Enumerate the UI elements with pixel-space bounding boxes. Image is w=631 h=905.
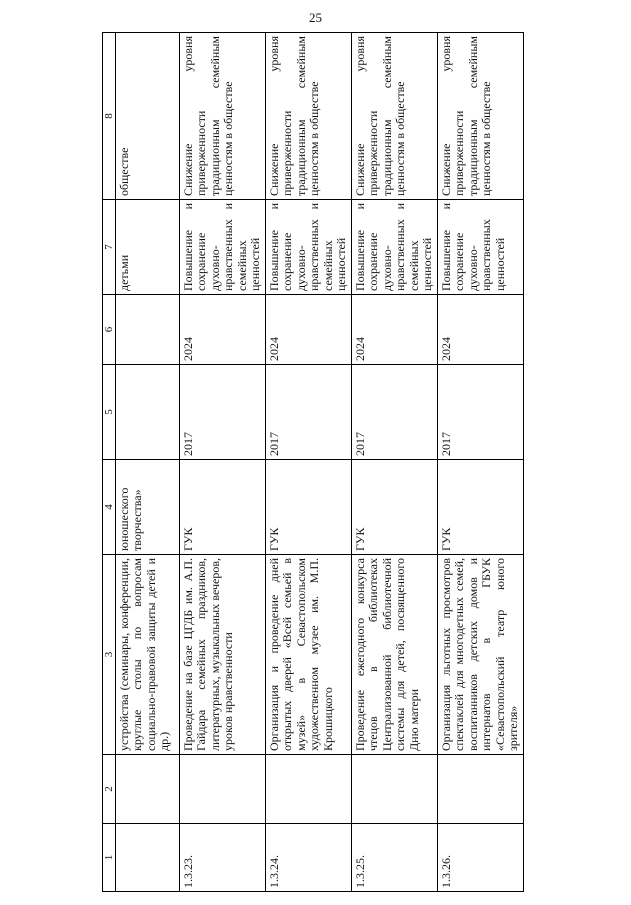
- measure-description: Проведение на базе ЦГДБ им. А.П. Гайдара семейных праздников, литературных, музыкальных вечеров, уроков нравственности: [180, 555, 266, 755]
- expected-result: Повышение и сохранение духовно-нравственных и семейных ценностей: [352, 200, 438, 295]
- start-year: 2017: [438, 365, 524, 460]
- row-number: 1.3.24.: [266, 824, 352, 892]
- executor: ГУК: [352, 460, 438, 555]
- table-row: [180, 33, 266, 892]
- row-number: [116, 824, 180, 892]
- executor: юношеского творчества»: [116, 460, 180, 555]
- measure-description: Организация и проведение дней открытых дверей «Всей семьей в музей» в Севастопольском художественном музее им. М.П. Крошицкого: [266, 555, 352, 755]
- header-cell-2: 2: [103, 755, 116, 824]
- expected-result: Повышение и сохранение духовно-нравственных и семейных ценностей: [180, 200, 266, 295]
- header-cell-8: 8: [103, 33, 116, 200]
- page-number: 25: [309, 10, 322, 25]
- consequences: Снижение уровня приверженности традиционным семейным ценностям в обществе: [352, 33, 438, 200]
- measure-description: Проведение ежегодного конкурса чтецов в библиотеках Централизованной библиотечной системы для детей, посвященного Дню матери: [352, 555, 438, 755]
- start-year: 2017: [266, 365, 352, 460]
- executor: ГУК: [266, 460, 352, 555]
- measures-table: [102, 32, 524, 892]
- table-header-row: [103, 33, 116, 892]
- empty-cell: [352, 755, 438, 824]
- start-year: 2017: [180, 365, 266, 460]
- header-cell-5: 5: [103, 365, 116, 460]
- executor: ГУК: [438, 460, 524, 555]
- consequences: Снижение уровня приверженности традиционным семейным ценностям в обществе: [266, 33, 352, 200]
- measure-description: Организация льготных просмотров спектаклей для многодетных семей, воспитанников детских домов и интернатов в ГБУК «Севастопольский театр юного зрителя»: [438, 555, 524, 755]
- header-cell-6: 6: [103, 295, 116, 365]
- end-year: [116, 295, 180, 365]
- expected-result: Повышение и сохранение духовно-нравственных и семейных ценностей: [266, 200, 352, 295]
- end-year: 2024: [438, 295, 524, 365]
- end-year: 2024: [352, 295, 438, 365]
- start-year: 2017: [352, 365, 438, 460]
- expected-result: Повышение и сохранение духовно-нравственных ценностей: [438, 200, 524, 295]
- row-number: 1.3.23.: [180, 824, 266, 892]
- end-year: 2024: [180, 295, 266, 365]
- consequences: Снижение уровня приверженности традиционным семейным ценностям в обществе: [438, 33, 524, 200]
- empty-cell: [180, 755, 266, 824]
- start-year: [116, 365, 180, 460]
- header-cell-7: 7: [103, 200, 116, 295]
- consequences: Снижение уровня приверженности традиционным семейным ценностям в обществе: [180, 33, 266, 200]
- expected-result: детьми: [116, 200, 180, 295]
- table-row: [266, 33, 352, 892]
- row-number: 1.3.25.: [352, 824, 438, 892]
- table-row: [352, 33, 438, 892]
- table-row: [438, 33, 524, 892]
- consequences: обществе: [116, 33, 180, 200]
- header-cell-4: 4: [103, 460, 116, 555]
- empty-cell: [266, 755, 352, 824]
- empty-cell: [116, 755, 180, 824]
- header-cell-3: 3: [103, 555, 116, 755]
- row-number: 1.3.26.: [438, 824, 524, 892]
- executor: ГУК: [180, 460, 266, 555]
- empty-cell: [438, 755, 524, 824]
- table-row: [116, 33, 180, 892]
- rotated-table-container: [102, 32, 520, 892]
- measure-description: устройства (семинары, конференции, круглые столы по вопросам социально-правовой защиты детей и др.): [116, 555, 180, 755]
- end-year: 2024: [266, 295, 352, 365]
- header-cell-1: 1: [103, 824, 116, 892]
